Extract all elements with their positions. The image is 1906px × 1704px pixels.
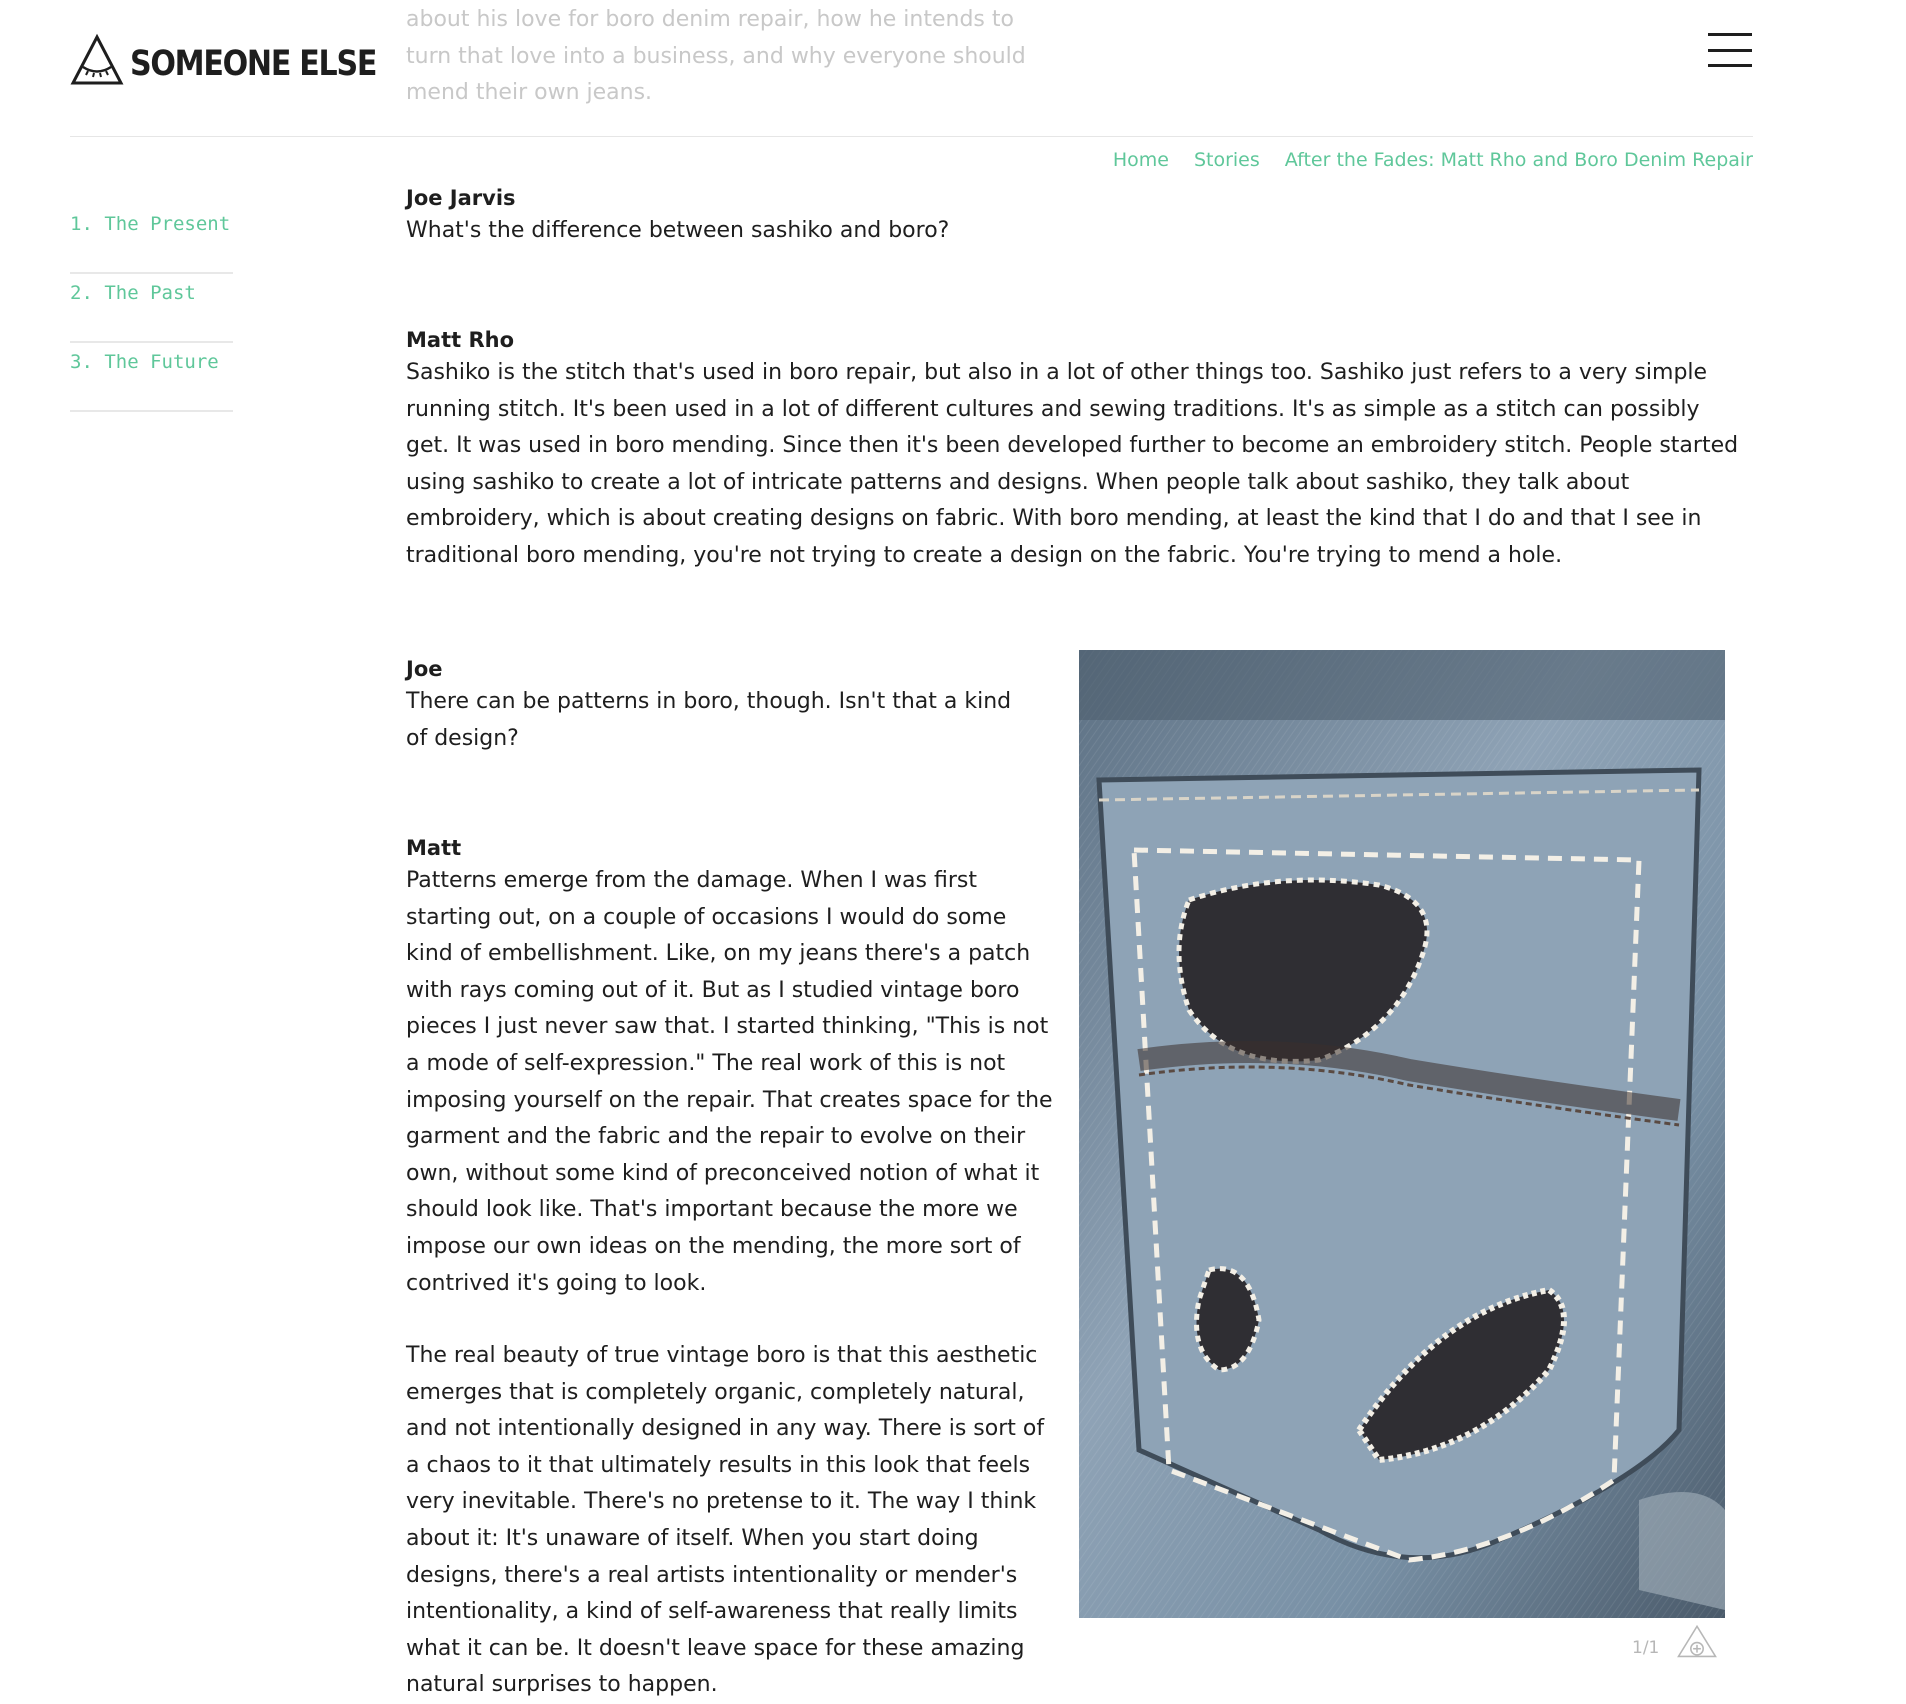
toc-item-present[interactable]: 1. The Present <box>70 205 233 274</box>
intro-faded-text: about his love for boro denim repair, how he intends to turn that love into a business, and why everyone should mend their own jeans. <box>406 7 1026 105</box>
breadcrumb-home[interactable]: Home <box>1112 149 1169 171</box>
question-text: There can be patterns in boro, though. Isn't that a kind of design? <box>406 689 1012 751</box>
speaker-name: Joe Jarvis <box>406 186 516 210</box>
answer-text: The real beauty of true vintage boro is that this aesthetic emerges that is completely organic, completely natural, and not intentionally designed in any way. There is sort of a chaos to it that ultimately results in this look that feels very inevitable. There's no pretense to it. The way I think about it: It's unaware of itself. When you start doing designs, there's a real artists intentionality or mender's intentionality, a kind of self-awareness that really limits what it can be. It doesn't leave space for these amazing natural surprises to happen. <box>406 1343 1045 1698</box>
interview-question-2 <box>406 654 1026 757</box>
interview-answer-2 <box>406 833 1056 1302</box>
answer-text: Sashiko is the stitch that's used in boro repair, but also in a lot of other things too. Sashiko just refers to a very simple running stitch. It's been used in a lot of different cultures and sewing traditions. It's as simple as a stitch can possibly get. It was used in boro mending. Since then it's been developed further to become an embroidery stitch. People started using sashiko to create a lot of intricate patterns and designs. When people talk about sashiko, they talk about embroidery, which is about creating designs on fabric. With boro mending, at least the kind that I do and that I see in traditional boro mending, you're not trying to create a design on the fabric. You're trying to mend a hole. <box>406 360 1739 568</box>
speaker-name: Matt Rho <box>406 328 515 352</box>
article-photo-denim-pocket[interactable] <box>1079 650 1725 1618</box>
breadcrumb <box>1088 149 1753 171</box>
interview-answer-1 <box>406 325 1746 575</box>
denim-pocket-illustration <box>1079 650 1725 1618</box>
speaker-name: Matt <box>406 836 462 860</box>
hamburger-menu-icon[interactable] <box>1708 33 1752 67</box>
breadcrumb-stories[interactable]: Stories <box>1193 149 1260 171</box>
toc-item-future[interactable]: 3. The Future <box>70 343 233 412</box>
header-divider <box>70 136 1753 137</box>
breadcrumb-current-article[interactable]: After the Fades: Matt Rho and Boro Denim Repair <box>1284 149 1753 171</box>
site-header <box>0 0 1906 137</box>
interview-question-1 <box>406 183 1746 250</box>
question-text: What's the difference between sashiko and boro? <box>406 218 950 243</box>
table-of-contents <box>70 205 233 412</box>
answer-text: Patterns emerge from the damage. When I was first starting out, on a couple of occasions I would do some kind of embellishment. Like, on my jeans there's a patch with rays coming out of it. But as I studied vintage boro pieces I just never saw that. I started thinking, "This is not a mode of self-expression." The real work of this is not imposing yourself on the repair. That creates space for the garment and the fabric and the repair to evolve on their own, without some kind of preconceived notion of what it should look like. That's important because the more we impose our own ideas on the mending, the more sort of contrived it's going to look. <box>406 868 1053 1296</box>
eye-triangle-icon <box>70 34 124 86</box>
site-logo[interactable] <box>70 34 416 86</box>
interview-answer-3 <box>406 1338 1056 1704</box>
toc-item-past[interactable]: 2. The Past <box>70 274 233 343</box>
gallery-counter: 1/1 <box>1632 1638 1660 1658</box>
speaker-name: Joe <box>406 657 443 681</box>
zoom-eye-triangle-icon[interactable] <box>1669 1624 1725 1658</box>
logo-text: SOMEONE ELSE <box>130 44 377 84</box>
